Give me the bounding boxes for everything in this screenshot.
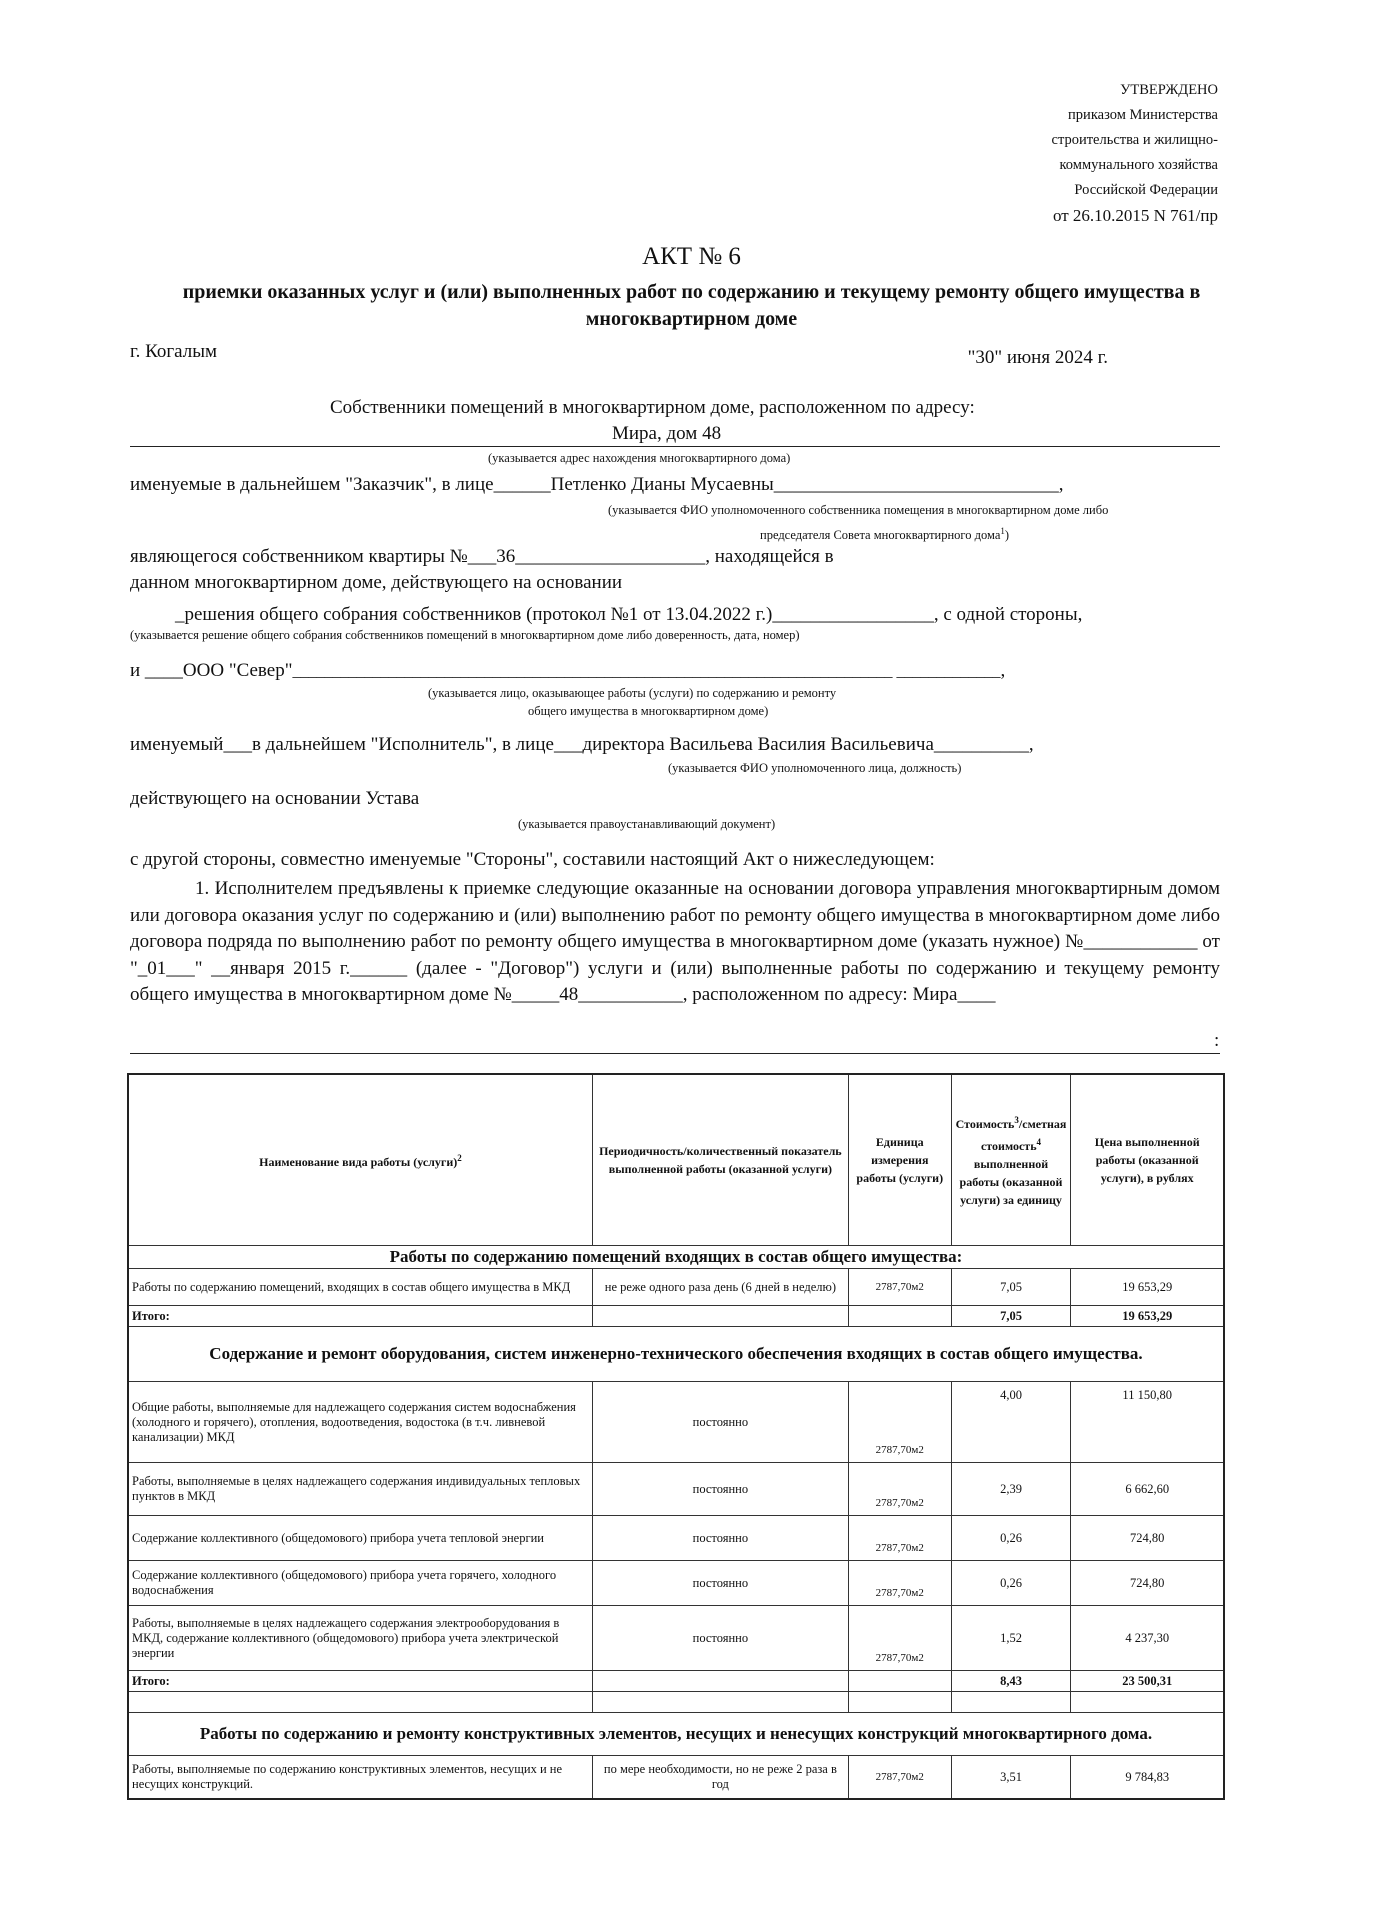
header-text: Стоимость — [955, 1117, 1015, 1131]
approval-line: Российской Федерации — [1074, 182, 1218, 198]
section-row — [128, 1246, 1224, 1269]
apartment-number: 36 — [496, 546, 516, 567]
footnote-marker: 1 — [1000, 526, 1005, 536]
cell-periodicity: по мере необходимости, но не реже 2 раза в год — [592, 1756, 848, 1800]
empty-cell — [848, 1306, 951, 1327]
contractor-name: ООО "Север" — [182, 660, 293, 681]
cell-periodicity: не реже одного раза день (6 дней в неделю) — [592, 1269, 848, 1306]
cell-work-name: Общие работы, выполняемые для надлежащего содержания систем водоснабжения (холодного и горячего), отопления, водоотведения, водостока (в т.ч. ливневой канализации) МКД — [128, 1382, 592, 1463]
cell-price: 4 237,30 — [1071, 1606, 1224, 1671]
cell-work-name: Содержание коллективного (общедомового) прибора учета горячего, холодного водоснабжения — [128, 1561, 592, 1606]
cell-unit-cost: 0,26 — [951, 1516, 1071, 1561]
empty-cell — [951, 1692, 1071, 1713]
address-note: (указывается адрес нахождения многоквартирного дома) — [488, 451, 791, 465]
table-row — [128, 1382, 1224, 1463]
customer-note: (указывается ФИО уполномоченного собственника помещения в многоквартирном доме либо — [608, 503, 1109, 517]
cell-unit-cost: 7,05 — [951, 1269, 1071, 1306]
header-text: Наименование вида работы (услуги) — [259, 1155, 458, 1169]
table-row — [128, 1756, 1224, 1800]
clause-1: 1. Исполнителем предъявлены к приемке следующие оказанные на основании договора управления многоквартирным домом или договора оказания услуг по содержанию и (или) выполнению работ по ремонту общего имущества в многоквартирном доме либо договора подряда по выполнению работ по ремонту общего имущества в многоквартирном доме (указать нужное) №____________ от "_01___" __января 2015 г.______ (далее - "Договор") услуги и (или) выполненные работы по содержанию и текущему ремонту общего имущества в многоквартирном доме №_____48___________, расположенном по адресу: Мира____ — [130, 878, 1220, 1005]
blank: ___ — [467, 546, 497, 567]
empty-cell — [592, 1306, 848, 1327]
cell-unit-cost: 4,00 — [951, 1382, 1071, 1463]
empty-cell — [848, 1671, 951, 1692]
header-text: выполненной работы (оказанной услуги) за единицу — [959, 1157, 1063, 1207]
blank: __________ — [933, 734, 1029, 755]
blank: ____ — [144, 660, 183, 681]
cell-unit: 2787,70м2 — [848, 1269, 951, 1306]
basis-note: (указывается решение общего собрания собственников помещений в многоквартирном доме либо доверенность, дата, номер) — [130, 628, 800, 642]
section-row — [128, 1713, 1224, 1756]
cell-unit: 2787,70м2 — [848, 1606, 951, 1671]
customer-line — [130, 474, 1064, 496]
approval-line: коммунального хозяйства — [1059, 157, 1218, 173]
cell-periodicity: постоянно — [592, 1516, 848, 1561]
cell-unit-cost: 1,52 — [951, 1606, 1071, 1671]
total-price: 19 653,29 — [1071, 1306, 1224, 1327]
approval-line: приказом Министерства — [1068, 107, 1218, 123]
punctuation: , — [1028, 734, 1034, 755]
blank: ___________________________________________________________________________ _____________ — [292, 663, 1001, 680]
blank: ___ — [553, 734, 583, 755]
cell-periodicity: постоянно — [592, 1463, 848, 1516]
executor-prefix: именуемый — [130, 734, 224, 755]
table-row — [128, 1516, 1224, 1561]
act-date: "30" июня 2024 г. — [967, 347, 1108, 368]
blank: _________________ — [772, 604, 934, 625]
table-header-row — [128, 1074, 1224, 1246]
cell-work-name: Работы, выполняемые в целях надлежащего содержания электрооборудования в МКД, содержание коллективного (общедомового) прибора учета электрической энергии — [128, 1606, 592, 1671]
cell-work-name: Работы, выполняемые по содержанию конструктивных элементов, несущих и не несущих конструкций. — [128, 1756, 592, 1800]
apartment-line-2: данном многоквартирном доме, действующего на основании — [130, 572, 623, 593]
apartment-line — [130, 546, 834, 568]
contractor-prefix: и — [130, 660, 141, 681]
cell-periodicity: постоянно — [592, 1606, 848, 1671]
header-price: Цена выполненной работы (оказанной услуги), в рублях — [1071, 1074, 1224, 1246]
parties-line: с другой стороны, совместно именуемые "Стороны", составили настоящий Акт о нижеследующем: — [130, 849, 935, 870]
section-title: Работы по содержанию и ремонту конструктивных элементов, несущих и ненесущих конструкций многоквартирного дома. — [128, 1713, 1224, 1756]
empty-row — [128, 1692, 1224, 1713]
section-title: Работы по содержанию помещений входящих в состав общего имущества: — [128, 1246, 1224, 1269]
cell-work-name: Содержание коллективного (общедомового) прибора учета тепловой энергии — [128, 1516, 592, 1561]
section-title: Содержание и ремонт оборудования, систем инженерно-технического обеспечения входящих в состав общего имущества. — [128, 1327, 1224, 1382]
customer-note-2 — [760, 526, 1009, 543]
customer-note-end: ) — [1004, 528, 1010, 543]
punctuation: , — [1058, 474, 1064, 495]
blank: ______________________________ — [773, 474, 1059, 495]
executor-mid: в дальнейшем "Исполнитель", в лице — [251, 734, 554, 755]
empty-cell — [128, 1692, 592, 1713]
cell-unit: 2787,70м2 — [848, 1756, 951, 1800]
works-table — [127, 1073, 1225, 1800]
footnote-marker: 3 — [1014, 1115, 1019, 1125]
contractor-note: (указывается лицо, оказывающее работы (услуги) по содержанию и ремонту — [428, 686, 837, 700]
basis-text: решения общего собрания собственников (протокол №1 от 13.04.2022 г.) — [184, 604, 773, 625]
section-row — [128, 1327, 1224, 1382]
cell-periodicity: постоянно — [592, 1561, 848, 1606]
act-subtitle: приемки оказанных услуг и (или) выполненных работ по содержанию и текущему ремонту общего имущества в многоквартирном доме — [182, 281, 1201, 330]
apartment-prefix: являющегося собственником квартиры № — [130, 546, 468, 567]
cell-price: 724,80 — [1071, 1516, 1224, 1561]
acting-note: (указывается правоустанавливающий документ) — [518, 817, 776, 831]
empty-cell — [1071, 1692, 1224, 1713]
clause-colon: : — [1214, 1030, 1220, 1051]
cell-unit: 2787,70м2 — [848, 1463, 951, 1516]
cell-unit: 2787,70м2 — [848, 1516, 951, 1561]
customer-prefix: именуемые в дальнейшем "Заказчик", в лице — [130, 474, 494, 495]
header-text: /сметная стоимость — [980, 1117, 1067, 1153]
cell-unit-cost: 0,26 — [951, 1561, 1071, 1606]
customer-note-text: председателя Совета многоквартирного дома — [760, 528, 1001, 543]
contractor-note-2: общего имущества в многоквартирном доме) — [528, 704, 769, 718]
total-unit-cost: 7,05 — [951, 1306, 1071, 1327]
address-line — [130, 446, 1220, 447]
total-label: Итого: — [128, 1306, 592, 1327]
clause-address-line — [130, 1053, 1220, 1054]
footnote-marker: 4 — [1036, 1137, 1042, 1147]
header-unit: Единица измерения работы (услуги) — [848, 1074, 951, 1246]
cell-price: 9 784,83 — [1071, 1756, 1224, 1800]
cell-periodicity: постоянно — [592, 1382, 848, 1463]
cell-price: 724,80 — [1071, 1561, 1224, 1606]
approval-line: УТВЕРЖДЕНО — [1120, 82, 1218, 98]
acting-line: действующего на основании Устава — [130, 788, 420, 809]
total-row — [128, 1306, 1224, 1327]
blank: ___ — [223, 734, 252, 755]
header-work-name — [128, 1074, 592, 1246]
total-label: Итого: — [128, 1671, 592, 1692]
basis-suffix: , с одной стороны, — [933, 604, 1083, 625]
act-title: АКТ № 6 — [642, 243, 741, 270]
cell-price: 19 653,29 — [1071, 1269, 1224, 1306]
basis-line — [175, 604, 1082, 626]
cell-unit-cost: 3,51 — [951, 1756, 1071, 1800]
cell-price: 6 662,60 — [1071, 1463, 1224, 1516]
punctuation: , — [1000, 660, 1006, 681]
approval-block — [918, 78, 1218, 228]
table-row — [128, 1606, 1224, 1671]
cell-unit: 2787,70м2 — [848, 1561, 951, 1606]
total-price: 23 500,31 — [1071, 1671, 1224, 1692]
executor-name: директора Васильева Василия Васильевича — [582, 734, 934, 755]
header-periodicity: Периодичность/количественный показатель выполненной работы (оказанной услуги) — [592, 1074, 848, 1246]
table-row — [128, 1463, 1224, 1516]
blank: ______ — [493, 474, 551, 495]
cell-unit-cost: 2,39 — [951, 1463, 1071, 1516]
executor-note: (указывается ФИО уполномоченного лица, должность) — [668, 761, 962, 775]
approval-order: от 26.10.2015 N 761/пр — [1052, 206, 1218, 225]
owners-intro: Собственники помещений в многоквартирном доме, расположенном по адресу: — [330, 397, 975, 418]
cell-unit: 2787,70м2 — [848, 1382, 951, 1463]
approval-line: строительства и жилищно- — [1051, 132, 1218, 148]
footnote-marker: 2 — [457, 1153, 462, 1163]
empty-cell — [848, 1692, 951, 1713]
empty-cell — [592, 1692, 848, 1713]
blank: _ — [175, 604, 185, 625]
cell-work-name: Работы, выполняемые в целях надлежащего содержания индивидуальных тепловых пунктов в МКД — [128, 1463, 592, 1516]
contractor-line — [130, 660, 1005, 682]
act-place: г. Когалым — [130, 341, 218, 362]
empty-cell — [592, 1671, 848, 1692]
table-row — [128, 1269, 1224, 1306]
header-unit-cost — [951, 1074, 1071, 1246]
customer-name: Петленко Дианы Мусаевны — [550, 474, 774, 495]
table-row — [128, 1561, 1224, 1606]
cell-price: 11 150,80 — [1071, 1382, 1224, 1463]
house-address: Мира, дом 48 — [612, 423, 722, 444]
cell-work-name: Работы по содержанию помещений, входящих в состав общего имущества в МКД — [128, 1269, 592, 1306]
blank: ____________________ — [515, 546, 706, 567]
total-row — [128, 1671, 1224, 1692]
apartment-suffix: , находящейся в — [705, 546, 834, 567]
total-unit-cost: 8,43 — [951, 1671, 1071, 1692]
executor-line — [130, 734, 1034, 756]
